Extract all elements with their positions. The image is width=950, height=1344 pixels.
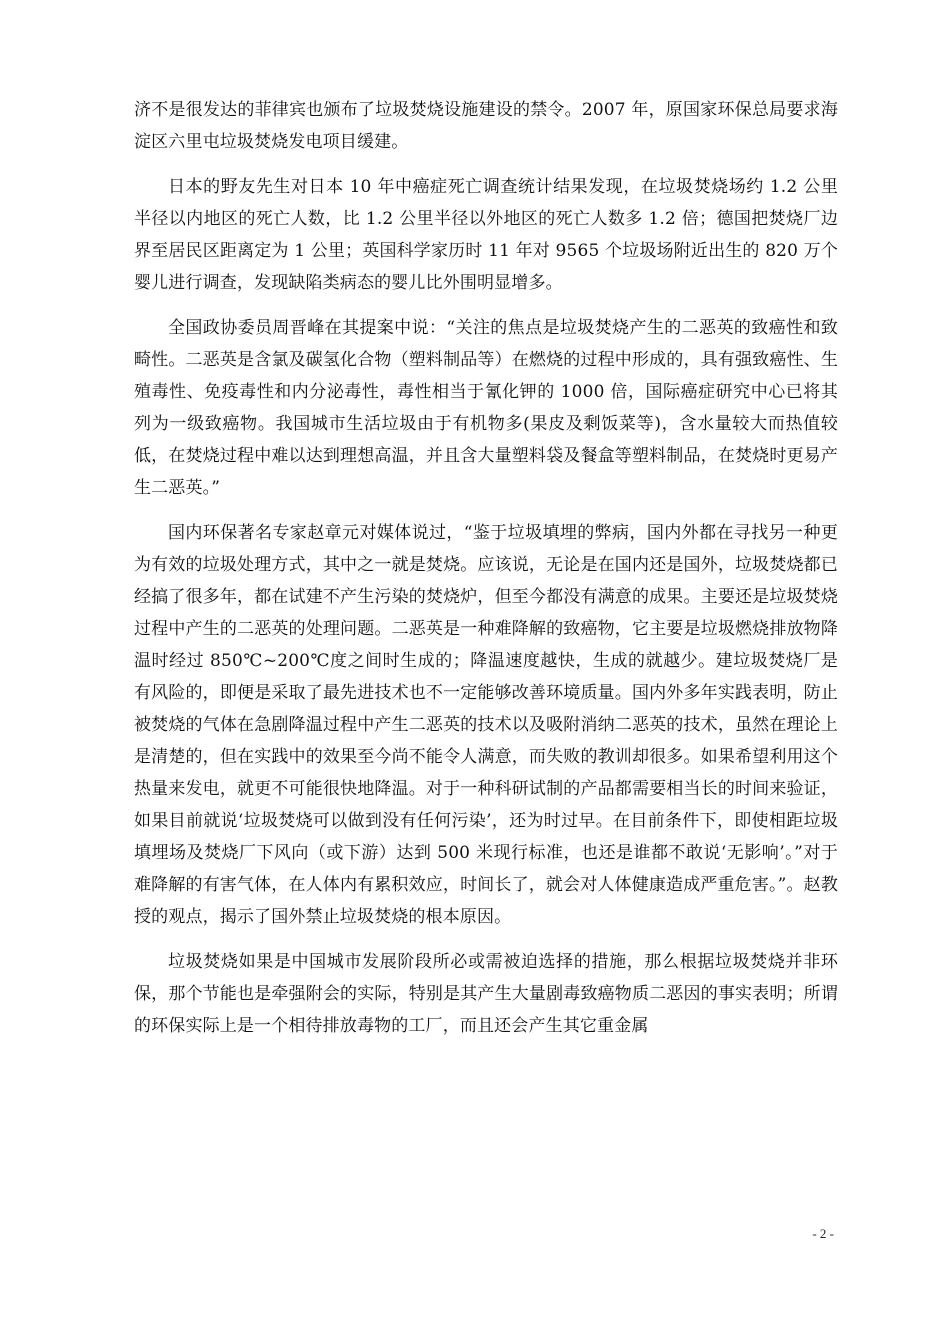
paragraph-japan-study: 日本的野友先生对日本 10 年中癌症死亡调查统计结果发现，在垃圾焚烧场约 1.2 公里半径以内地区的死亡人数，比 1.2 公里半径以外地区的死亡人数多 1.2 倍；德国把焚烧厂边界至居民区距离定为 1 公里；英国科学家历时 11 年对 9565 个垃圾场附近出生的 820 万个婴儿进行调查，发现缺陷类病态的婴儿比外围明显增多。 xyxy=(134,177,838,293)
paragraph-conclusion: 垃圾焚烧如果是中国城市发展阶段所必或需被迫选择的措施，那么根据垃圾焚烧并非环保，那个节能也是牵强附会的实际，特别是其产生大量剧毒致癌物质二恶因的事实表明；所谓的环保实际上是一个相待排放毒物的工厂，而且还会产生其它重金属 xyxy=(134,952,838,1036)
document-body xyxy=(134,94,838,1042)
paragraph-incineration-ban: 济不是很发达的菲律宾也颁布了垃圾焚烧设施建设的禁令。2007 年，原国家环保总局要求海淀区六里屯垃圾焚烧发电项目缓建。 xyxy=(134,100,838,152)
page-number: - 2 - xyxy=(812,1226,834,1241)
paragraph-cppcc-proposal: 全国政协委员周晋峰在其提案中说：“关注的焦点是垃圾焚烧产生的二恶英的致癌性和致畸性。二恶英是含氯及碳氢化合物（塑料制品等）在燃烧的过程中形成的，具有强致癌性、生殖毒性、免疫毒性和内分泌毒性，毒性相当于氰化钾的 1000 倍，国际癌症研究中心已将其列为一级致癌物。我国城市生活垃圾由于有机物多(果皮及剩饭菜等)，含水量较大而热值较低，在焚烧过程中难以达到理想高温，并且含大量塑料袋及餐盒等塑料制品，在焚烧时更易产生二恶英。” xyxy=(134,318,838,498)
paragraph-expert-opinion: 国内环保著名专家赵章元对媒体说过，“鉴于垃圾填埋的弊病，国内外都在寻找另一种更为有效的垃圾处理方式，其中之一就是焚烧。应该说，无论是在国内还是国外，垃圾焚烧都已经搞了很多年，都在试建不产生污染的焚烧炉，但至今都没有满意的成果。主要还是垃圾焚烧过程中产生的二恶英的处理问题。二恶英是一种难降解的致癌物，它主要是垃圾燃烧排放物降温时经过 850℃~200℃度之间时生成的；降温速度越快，生成的就越少。建垃圾焚烧厂是有风险的，即便是采取了最先进技术也不一定能够改善环境质量。国内外多年实践表明，防止被焚烧的气体在急剧降温过程中产生二恶英的技术以及吸附消纳二恶英的技术，虽然在理论上是清楚的，但在实践中的效果至今尚不能令人满意，而失败的教训却很多。如果希望利用这个热量来发电，就更不可能很快地降温。对于一种科研试制的产品都需要相当长的时间来验证，如果目前就说‘垃圾焚烧可以做到没有任何污染’，还为时过早。在目前条件下，即使相距垃圾填埋场及焚烧厂下风向（或下游）达到 500 米现行标准，也还是谁都不敢说‘无影响’。”对于难降解的有害气体，在人体内有累积效应，时间长了，就会对人体健康造成严重危害。”。赵教授的观点，揭示了国外禁止垃圾焚烧的根本原因。 xyxy=(134,523,838,927)
